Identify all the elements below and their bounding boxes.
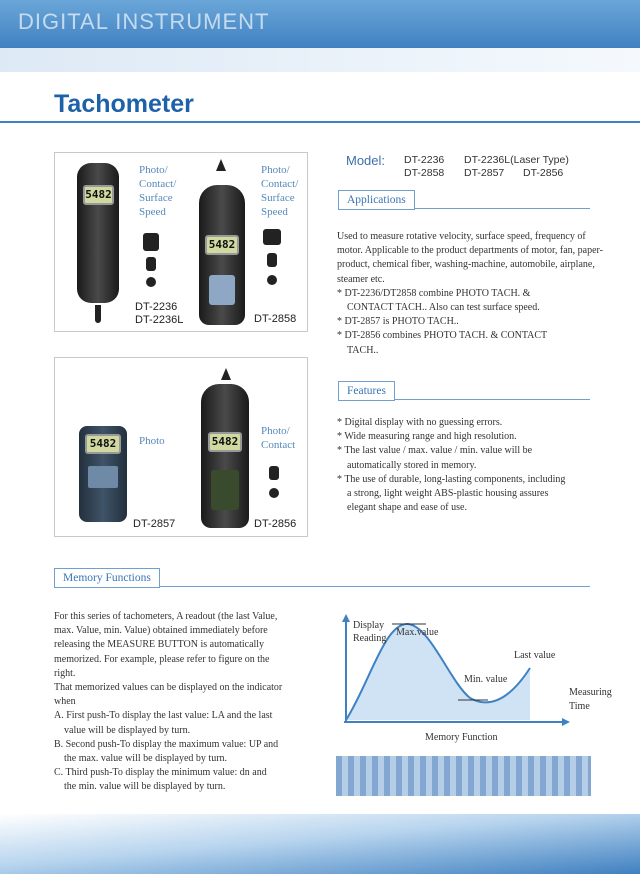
contact-adapter-icon <box>143 233 159 251</box>
model-dt2858: DT-2858 <box>404 167 445 179</box>
model-dt2236: DT-2236 <box>404 154 445 166</box>
product-panel-top <box>54 152 308 332</box>
device-label-plate <box>211 470 239 510</box>
cone-tip-icon <box>146 277 156 287</box>
lcd-display: 5482 <box>205 235 239 255</box>
title-divider <box>0 121 640 123</box>
figure-min-label: Min. value <box>464 674 508 685</box>
model-dt2857: DT-2857 <box>464 167 505 179</box>
model-dt2236l: DT-2236L(Laser Type) <box>464 154 569 166</box>
features-text: * Digital display with no guessing errors. * Wide measuring range and high resolution. * The last value / max. value / min. value will be automatically stored in memory. * The use of durable, long-lasting components, including a strong, light weight ABS-plastic housing assures elegant shape and ease of use. <box>337 417 566 514</box>
header-banner <box>0 0 640 52</box>
features-tab: Features <box>338 381 395 401</box>
probe-tip <box>95 305 101 323</box>
applications-intro: Used to measure rotative velocity, surface speed, frequency of motor. Applicable to the product departments of motor, fan, paper-product, chemical fiber, washing-machine, automobile, airplane, steamer etc. <box>337 231 603 285</box>
figure-caption: Memory Function <box>425 732 498 743</box>
tachometer-device-dt2236 <box>77 163 119 303</box>
tachometer-device-dt2857 <box>79 426 127 522</box>
caption-photo-contact-surface-right: Photo/ Contact/ Surface Speed <box>261 164 299 218</box>
model-label-dt2858: DT-2858 <box>254 313 297 325</box>
model-dt2856: DT-2856 <box>523 167 564 179</box>
y-axis-arrow-icon <box>342 614 350 622</box>
product-panel-bottom <box>54 357 308 537</box>
page-title: Tachometer <box>54 90 194 118</box>
device-label-plate <box>88 466 118 488</box>
x-axis-arrow-icon <box>562 718 570 726</box>
banner-title: DIGITAL INSTRUMENT <box>18 9 270 34</box>
banner-strip <box>0 48 640 72</box>
rubber-tip-icon <box>267 253 277 267</box>
figure-x-label: Measuring Time <box>569 687 612 712</box>
contact-adapter-icon <box>263 229 281 245</box>
caption-photo: Photo <box>139 435 165 447</box>
device-label-plate <box>209 275 235 305</box>
applications-tab: Applications <box>338 190 415 210</box>
lcd-display: 5482 <box>208 432 242 452</box>
caption-photo-contact-surface-left: Photo/ Contact/ Surface Speed <box>139 164 177 218</box>
figure-max-label: Max.value <box>396 627 439 638</box>
footer-wave <box>0 814 640 874</box>
applications-text: Used to measure rotative velocity, surface speed, frequency of motor. Applicable to the product departments of motor, fan, paper-product, chemical fiber, washing-machine, automobile, airplane, steamer etc. * DT-2236/DT2858 combine PHOTO TACH. & CONTACT TACH.. Also can test surface speed. * DT-2857 is PHOTO TACH.. * DT-2856 combines PHOTO TACH. & CONTACT TACH.. <box>337 231 603 356</box>
cone-tip-icon <box>267 275 277 285</box>
tachometer-device-dt2856 <box>201 384 249 528</box>
model-label-dt2857: DT-2857 <box>133 518 176 530</box>
caption-photo-contact: Photo/ Contact <box>261 425 296 451</box>
tachometer-device-dt2858 <box>199 185 245 325</box>
arrow-up-icon <box>221 368 231 380</box>
rubber-tip-icon <box>269 466 279 480</box>
lcd-display: 5482 <box>85 434 121 454</box>
model-label-dt2856: DT-2856 <box>254 518 297 530</box>
memory-text: For this series of tachometers, A readout (the last Value, max. Value, min. Value) obtained immediately before releasing the MEASURE BUTTON is automatically memorized. For example, please refer to figure on the right. That memorized values can be displayed on the indicator when A. First push-To display the last value: LA and the last value will be displayed by turn. B. Second push-To display the maximum value: UP and the max. value will be displayed by turn. C. Third push-To display the minimum value: dn and the min. value will be displayed by turn. <box>54 611 283 793</box>
figure-y-label: Display Reading <box>353 620 387 644</box>
model-heading: Model: <box>346 153 386 168</box>
circuit-board-image <box>336 756 591 796</box>
arrow-up-icon <box>216 159 226 171</box>
model-label-dt2236: DT-2236 DT-2236L <box>135 301 184 326</box>
memory-tab: Memory Functions <box>54 568 160 588</box>
cone-tip-icon <box>269 488 279 498</box>
figure-last-label: Last value <box>514 650 556 661</box>
rubber-tip-icon <box>146 257 156 271</box>
lcd-display: 5482 <box>83 185 114 205</box>
